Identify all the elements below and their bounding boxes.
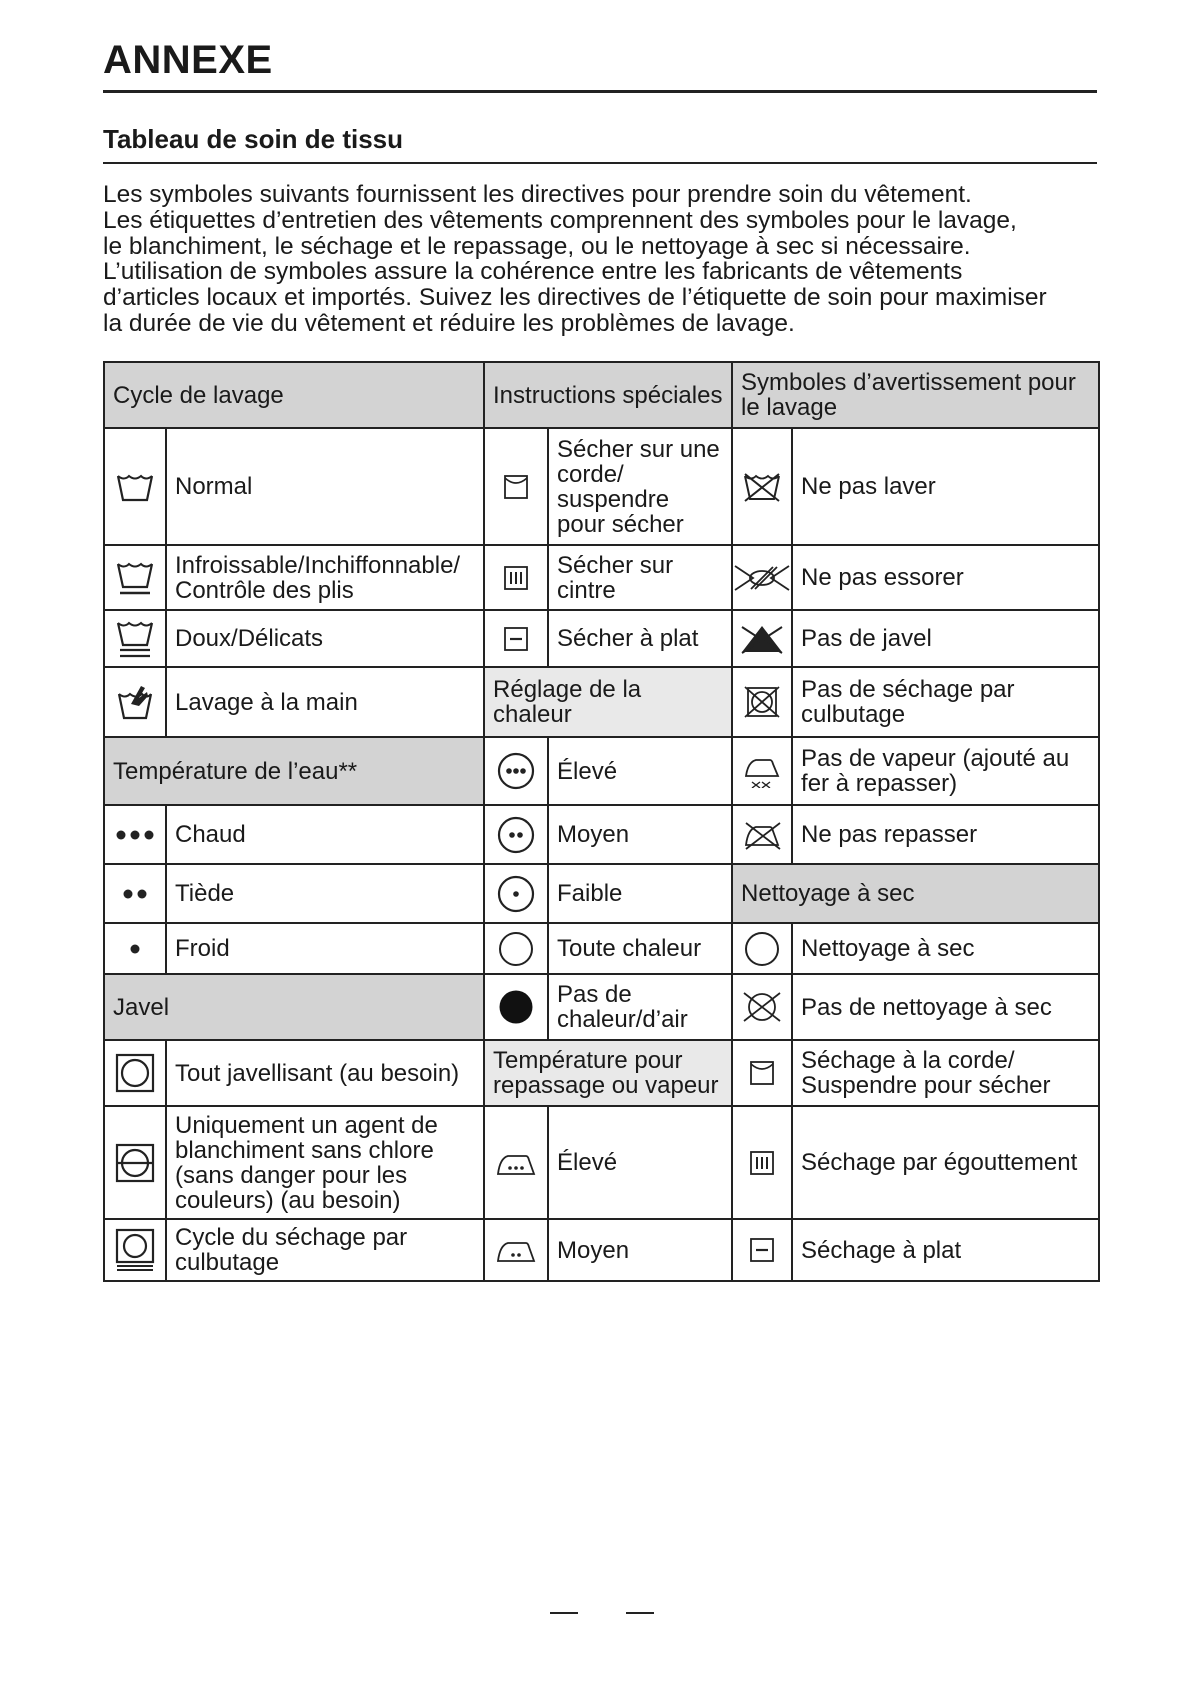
heat-low-label: Faible <box>548 864 732 923</box>
no-heat-icon <box>484 974 548 1040</box>
iron-medium-icon <box>484 1219 548 1281</box>
heat-medium-icon <box>484 805 548 864</box>
iron-high-icon <box>484 1106 548 1219</box>
water-warm-label: Tiède <box>166 864 484 923</box>
dry-flat-label: Sécher à plat <box>548 610 732 667</box>
header-warning-symbols: Symboles d’avertissement pour le lavage <box>732 362 1099 428</box>
drip-dry-icon <box>484 545 548 610</box>
no-steam-icon <box>732 737 792 805</box>
heat-medium-label: Moyen <box>548 805 732 864</box>
intro-line: d’articles locaux et importés. Suivez les directives de l’étiquette de soin pour maximiser <box>103 284 1047 312</box>
header-water-temperature: Température de l’eau** <box>104 737 484 805</box>
dry-clean-label: Nettoyage à sec <box>792 923 1099 974</box>
heat-high-icon <box>484 737 548 805</box>
no-bleach-label: Pas de javel <box>792 610 1099 667</box>
header-dry-cleaning: Nettoyage à sec <box>732 864 1099 923</box>
non-chlorine-bleach-icon <box>104 1106 166 1219</box>
two-dots-icon <box>104 864 166 923</box>
any-heat-icon <box>484 923 548 974</box>
permanent-press-label: Infroissable/Inchiffonnable/ Contrôle des plis <box>166 545 484 610</box>
any-bleach-label: Tout javellisant (au besoin) <box>166 1040 484 1106</box>
do-not-iron-label: Ne pas repasser <box>792 805 1099 864</box>
do-not-wring-icon <box>732 545 792 610</box>
intro-line: la durée de vie du vêtement et réduire les problèmes de lavage. <box>103 309 795 337</box>
no-tumble-dry-label: Pas de séchage par culbutage <box>792 667 1099 737</box>
footer-dash-right <box>626 1612 654 1614</box>
no-heat-label: Pas de chaleur/d’air <box>548 974 732 1040</box>
line-dry-hang-icon <box>732 1040 792 1106</box>
water-cold-label: Froid <box>166 923 484 974</box>
intro-line: L’utilisation de symboles assure la cohérence entre les fabricants de vêtements <box>103 258 963 286</box>
do-not-wash-icon <box>732 428 792 545</box>
dry-flat-tag-icon <box>732 1219 792 1281</box>
iron-high-label: Élevé <box>548 1106 732 1219</box>
header-bleach: Javel <box>104 974 484 1040</box>
no-dry-clean-label: Pas de nettoyage à sec <box>792 974 1099 1040</box>
section-rule <box>103 162 1097 164</box>
drip-dry-tag-icon <box>732 1106 792 1219</box>
no-bleach-icon <box>732 610 792 667</box>
delicate-icon <box>104 610 166 667</box>
header-wash-cycle: Cycle de lavage <box>104 362 484 428</box>
non-chlorine-bleach-label: Uniquement un agent de blanchiment sans chlore (sans danger pour les couleurs) (au besoin) <box>166 1106 484 1219</box>
dry-flat-tag-label: Séchage à plat <box>792 1219 1099 1281</box>
water-hot-label: Chaud <box>166 805 484 864</box>
wash-tub-icon <box>104 428 166 545</box>
section-title: Tableau de soin de tissu <box>103 124 404 154</box>
page-title: ANNEXE <box>103 38 273 82</box>
any-heat-label: Toute chaleur <box>548 923 732 974</box>
do-not-wring-label: Ne pas essorer <box>792 545 1099 610</box>
heat-low-icon <box>484 864 548 923</box>
intro-paragraph <box>103 182 1103 337</box>
header-iron-temperature: Température pour repassage ou vapeur <box>484 1040 732 1106</box>
delicate-label: Doux/Délicats <box>166 610 484 667</box>
one-dot-icon <box>104 923 166 974</box>
intro-line: Les étiquettes d’entretien des vêtements comprennent des symboles pour le lavage, <box>103 206 1017 234</box>
iron-medium-label: Moyen <box>548 1219 732 1281</box>
three-dots-icon <box>104 805 166 864</box>
intro-line: Les symboles suivants fournissent les directives pour prendre soin du vêtement. <box>103 181 972 208</box>
drip-dry-tag-label: Séchage par égouttement <box>792 1106 1099 1219</box>
title-rule <box>103 90 1097 93</box>
no-dry-clean-icon <box>732 974 792 1040</box>
drip-dry-label: Sécher sur cintre <box>548 545 732 610</box>
no-steam-label: Pas de vapeur (ajouté au fer à repasser) <box>792 737 1099 805</box>
line-dry-hang-label: Séchage à la corde/ Suspendre pour sécher <box>792 1040 1099 1106</box>
wash-normal-label: Normal <box>166 428 484 545</box>
do-not-wash-label: Ne pas laver <box>792 428 1099 545</box>
dry-flat-icon <box>484 610 548 667</box>
heat-high-label: Élevé <box>548 737 732 805</box>
dry-clean-icon <box>732 923 792 974</box>
line-dry-label: Sécher sur une corde/ suspendre pour sécher <box>548 428 732 545</box>
hand-wash-label: Lavage à la main <box>166 667 484 737</box>
hand-wash-icon <box>104 667 166 737</box>
fabric-care-table <box>103 361 1100 1282</box>
no-tumble-dry-icon <box>732 667 792 737</box>
footer-dash-left <box>550 1612 578 1614</box>
header-special-instructions: Instructions spéciales <box>484 362 732 428</box>
tumble-dry-cycle-icon <box>104 1219 166 1281</box>
header-heat-setting: Réglage de la chaleur <box>484 667 732 737</box>
intro-line: le blanchiment, le séchage et le repassage, ou le nettoyage à sec si nécessaire. <box>103 232 971 260</box>
permanent-press-icon <box>104 545 166 610</box>
any-bleach-icon <box>104 1040 166 1106</box>
tumble-dry-cycle-label: Cycle du séchage par culbutage <box>166 1219 484 1281</box>
line-dry-icon <box>484 428 548 545</box>
do-not-iron-icon <box>732 805 792 864</box>
